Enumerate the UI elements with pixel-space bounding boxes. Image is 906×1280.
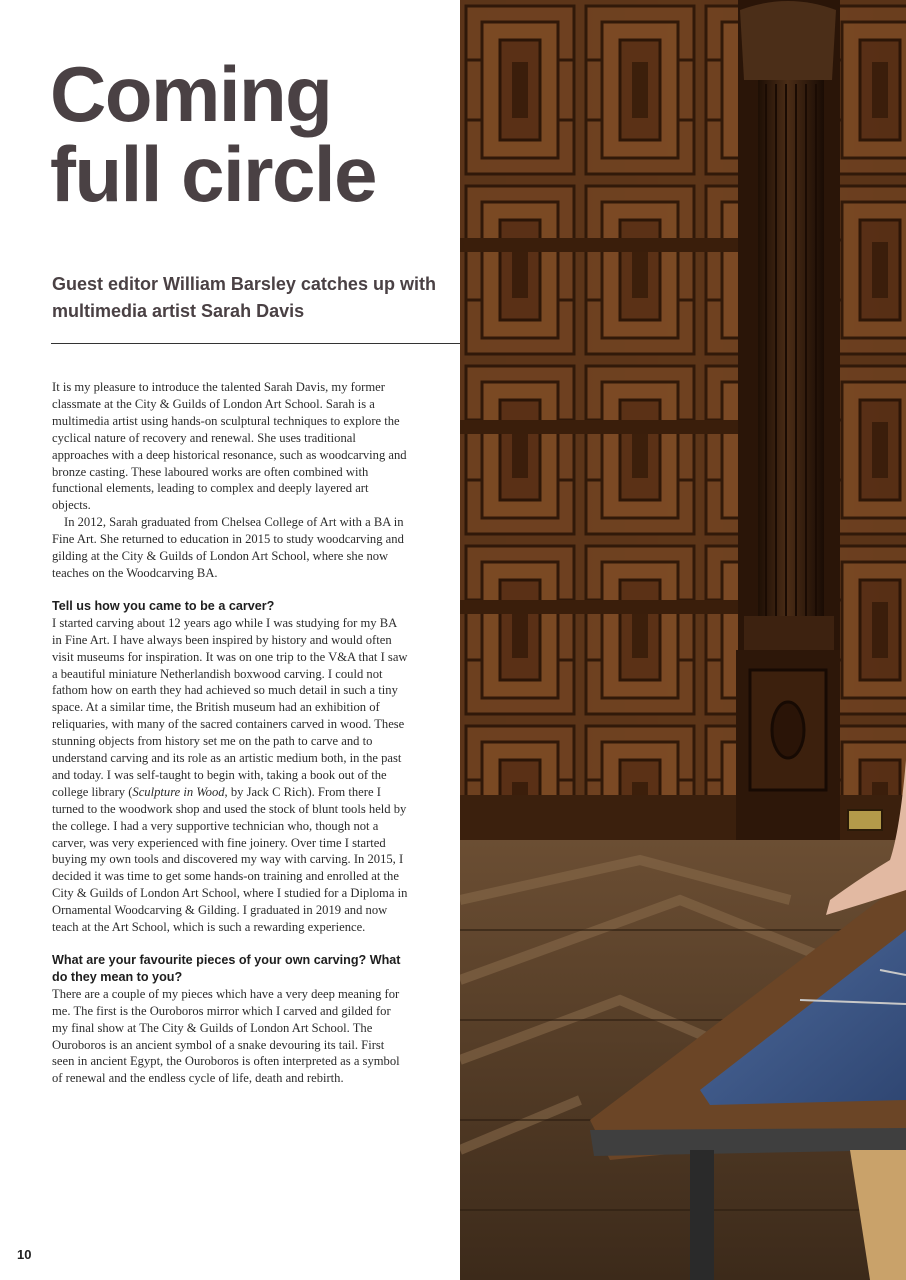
answer-2: There are a couple of my pieces which have a very deep meaning for me. The first is the Ouroboros mirror which I carved and gilded for my final show at The City & Guilds of London Art School. The Ouroboros is an ancient symbol of a snake devouring its tail. First seen in ancient Egypt, the Ouroboros is often interpreted as a symbol of renewal and the endless cycle of life, death and rebirth.	[52, 986, 400, 1086]
article-title	[50, 50, 376, 218]
question-2: What are your favourite pieces of your own carving? What do they mean to you?	[52, 953, 401, 984]
question-1: Tell us how you came to be a carver?	[52, 598, 275, 613]
title-line-1: Coming	[50, 50, 332, 138]
standfirst: Guest editor William Barsley catches up with multimedia artist Sarah Davis	[52, 274, 436, 321]
answer-1-part-b: , by Jack C Rich). From there I turned to the woodwork shop and used the stock of blunt tools held by the college. I had a very supportive technician who, though not a carver, was very experienced with fine joinery. Over time I started buying my own tools and discovered my way with carving. In 2015, I decided it was time to get some hands-on training and enrolled at the City & Guilds of London Art School, where I studied for a Diploma in Ornamental Woodcarving & Gilding. I graduated in 2019 and now teach at the Art School, which is such a rewarding experience.	[52, 784, 408, 935]
page-number: 10	[17, 1247, 32, 1262]
title-line-2: full circle	[50, 130, 376, 218]
divider-rule	[51, 343, 460, 344]
photo-panelled-room	[460, 0, 906, 1280]
answer-1	[52, 615, 408, 936]
answer-1-part-a: I started carving about 12 years ago while I was studying for my BA in Fine Art. I have always been inspired by history and would often visit museums for inspiration. It was on one trip to the V&A that I saw a beautiful miniature Netherlandish boxwood carving. I could not fathom how on earth they had achieved so much detail in such a tiny space. At a similar time, the British museum had an exhibition of reliquaries, with many of the sacred containers carved in wood. These stunning objects from history set me on the path to carve and to understand carving and its role as an artistic medium both, in the past and today. I was self-taught to begin with, taking a book out of the college library (	[52, 615, 408, 799]
intro-paragraph-1: It is my pleasure to introduce the talented Sarah Davis, my former classmate at the City & Guilds of London Art School. Sarah is a multimedia artist using hands-on sculptural techniques to explore the cyclical nature of recovery and renewal. She uses traditional approaches with a deep historical resonance, such as woodcarving and bronze casting. These laboured works are often combined with functional elements, leading to complex and deeply layered art objects.	[52, 380, 407, 513]
article-body	[52, 379, 408, 1087]
intro-paragraph-2: In 2012, Sarah graduated from Chelsea College of Art with a BA in Fine Art. She returned to education in 2015 to study woodcarving and gilding at the City & Guilds of London Art School, where she now teaches on the Woodcarving BA.	[52, 515, 404, 580]
book-title: Sculpture in Wood	[132, 784, 225, 799]
